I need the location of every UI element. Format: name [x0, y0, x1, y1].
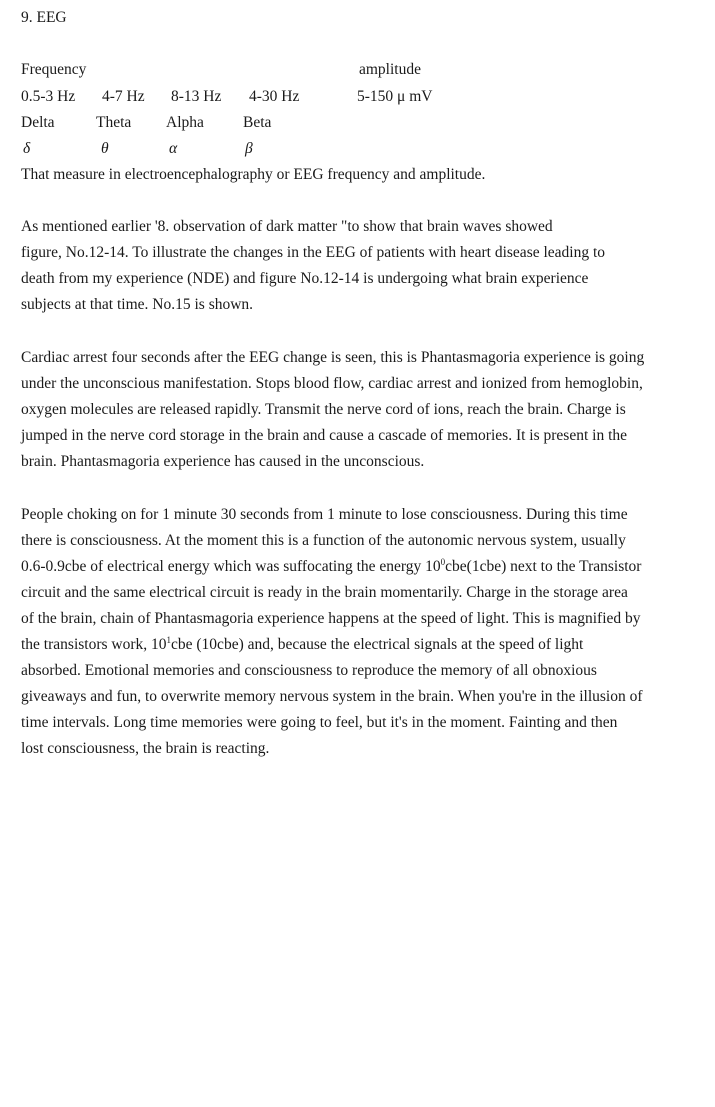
paragraph-line: subjects at that time. No.15 is shown.	[21, 296, 254, 313]
frequency-beta: 4-30 Hz	[249, 88, 300, 105]
line-text-after: cbe (10cbe) and, because the electrical signals at the speed of light	[171, 636, 584, 653]
paragraph-line: brain. Phantasmagoria experience has caused in the unconscious.	[21, 453, 425, 470]
eeg-band-name-row	[21, 113, 701, 133]
eeg-frequency-row	[21, 87, 701, 107]
paragraph-line: of the brain, chain of Phantasmagoria experience happens at the speed of light. This is magnified by	[21, 610, 641, 627]
paragraph-line	[21, 554, 701, 580]
line-text-before: the transistors work, 10	[21, 636, 167, 653]
frequency-header: Frequency	[21, 61, 87, 78]
paragraph-line: People choking on for 1 minute 30 seconds from 1 minute to lose consciousness. During this time	[21, 506, 628, 523]
band-theta: Theta	[96, 114, 132, 131]
eeg-table-header-row	[21, 60, 701, 80]
paragraph-line: death from my experience (NDE) and figure No.12-14 is undergoing what brain experience	[21, 270, 589, 287]
exponent: 0	[440, 557, 446, 567]
frequency-theta: 4-7 Hz	[102, 88, 145, 105]
paragraph-dark-matter	[21, 214, 701, 318]
band-beta: Beta	[243, 114, 272, 131]
paragraph-line: there is consciousness. At the moment this is a function of the autonomic nervous system, usually	[21, 532, 626, 549]
line-text-after: cbe(1cbe) next to the Transistor	[445, 558, 642, 575]
band-alpha: Alpha	[166, 114, 204, 131]
paragraph-line: under the unconscious manifestation. Stops blood flow, cardiac arrest and ionized from hemoglobin,	[21, 375, 643, 392]
paragraph-choking	[21, 502, 701, 762]
paragraph-cardiac-arrest	[21, 345, 701, 475]
band-delta: Delta	[21, 114, 55, 131]
symbol-theta: θ	[101, 140, 109, 157]
paragraph-line: figure, No.12-14. To illustrate the changes in the EEG of patients with heart disease leading to	[21, 244, 606, 261]
paragraph-line: jumped in the nerve cord storage in the brain and cause a cascade of memories. It is present in the	[21, 427, 627, 444]
paragraph-line: lost consciousness, the brain is reacting.	[21, 740, 270, 757]
line-text-before: 0.6-0.9cbe of electrical energy which was suffocating the energy 10	[21, 558, 441, 575]
symbol-beta: β	[245, 140, 253, 157]
eeg-symbol-row	[21, 139, 701, 159]
paragraph-line: Cardiac arrest four seconds after the EEG change is seen, this is Phantasmagoria experience is going	[21, 349, 645, 366]
paragraph-line: giveaways and fun, to overwrite memory nervous system in the brain. When you're in the illusion of	[21, 688, 643, 705]
paragraph-line: absorbed. Emotional memories and consciousness to reproduce the memory of all obnoxious	[21, 662, 597, 679]
paragraph-line	[21, 632, 701, 658]
paragraph-line: time intervals. Long time memories were going to feel, but it's in the moment. Fainting and then	[21, 714, 618, 731]
frequency-alpha: 8-13 Hz	[171, 88, 222, 105]
amplitude-header: amplitude	[359, 61, 421, 78]
frequency-delta: 0.5-3 Hz	[21, 88, 76, 105]
paragraph-line: circuit and the same electrical circuit is ready in the brain momentarily. Charge in the storage area	[21, 584, 628, 601]
amplitude-value: 5-150 μ mV	[357, 88, 433, 105]
symbol-alpha: α	[169, 140, 178, 157]
paragraph-line: As mentioned earlier '8. observation of dark matter "to show that brain waves showed	[21, 218, 553, 235]
eeg-summary-line: That measure in electroencephalography or EEG frequency and amplitude.	[21, 166, 486, 183]
symbol-delta: δ	[23, 140, 31, 157]
section-heading: 9. EEG	[21, 9, 67, 26]
paragraph-line: oxygen molecules are released rapidly. Transmit the nerve cord of ions, reach the brain. Charge is	[21, 401, 626, 418]
exponent: 1	[166, 635, 172, 645]
